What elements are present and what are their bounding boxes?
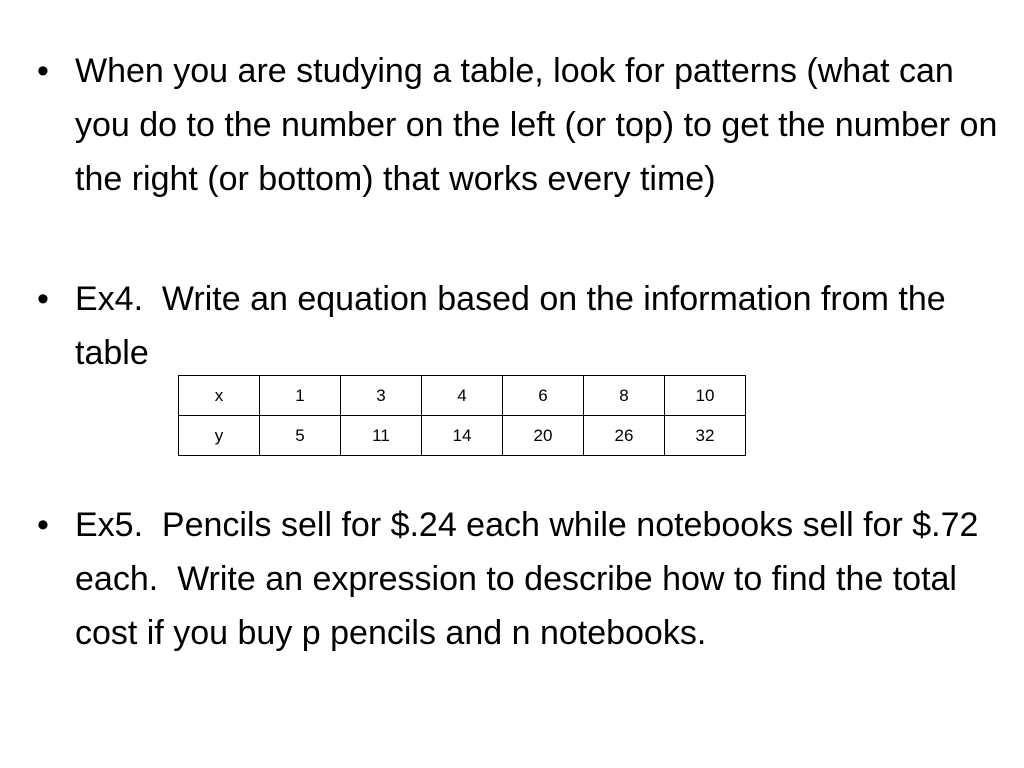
table-cell: 20 (503, 416, 584, 456)
bullet-marker: • (37, 52, 49, 90)
table-cell: 5 (260, 416, 341, 456)
table-cell-header-x: x (179, 376, 260, 416)
table-row-y (179, 416, 746, 456)
table-cell: 3 (341, 376, 422, 416)
table-cell: 10 (665, 376, 746, 416)
table-cell: 4 (422, 376, 503, 416)
table-cell: 26 (584, 416, 665, 456)
table-cell-header-y: y (179, 416, 260, 456)
bullet-text: When you are studying a table, look for patterns (what can you do to the number on the left (or top) to get the number on the right (or bottom) that works every time) (75, 52, 1007, 198)
bullet-text: Ex5. Pencils sell for $.24 each while notebooks sell for $.72 each. Write an expression to describe how to find the total cost if you buy p pencils and n notebooks. (75, 506, 988, 652)
table-cell: 14 (422, 416, 503, 456)
table-cell: 32 (665, 416, 746, 456)
bullet-item-ex5 (30, 498, 1005, 660)
bullet-item-ex4 (30, 272, 1005, 380)
table-cell: 11 (341, 416, 422, 456)
xy-data-table (178, 375, 746, 456)
bullet-item-pattern-tip (30, 44, 1005, 206)
table-cell: 1 (260, 376, 341, 416)
table-row-x (179, 376, 746, 416)
bullet-marker: • (37, 280, 49, 318)
table-cell: 6 (503, 376, 584, 416)
table-cell: 8 (584, 376, 665, 416)
bullet-text: Ex4. Write an equation based on the information from the table (75, 280, 956, 372)
bullet-marker: • (37, 506, 49, 544)
